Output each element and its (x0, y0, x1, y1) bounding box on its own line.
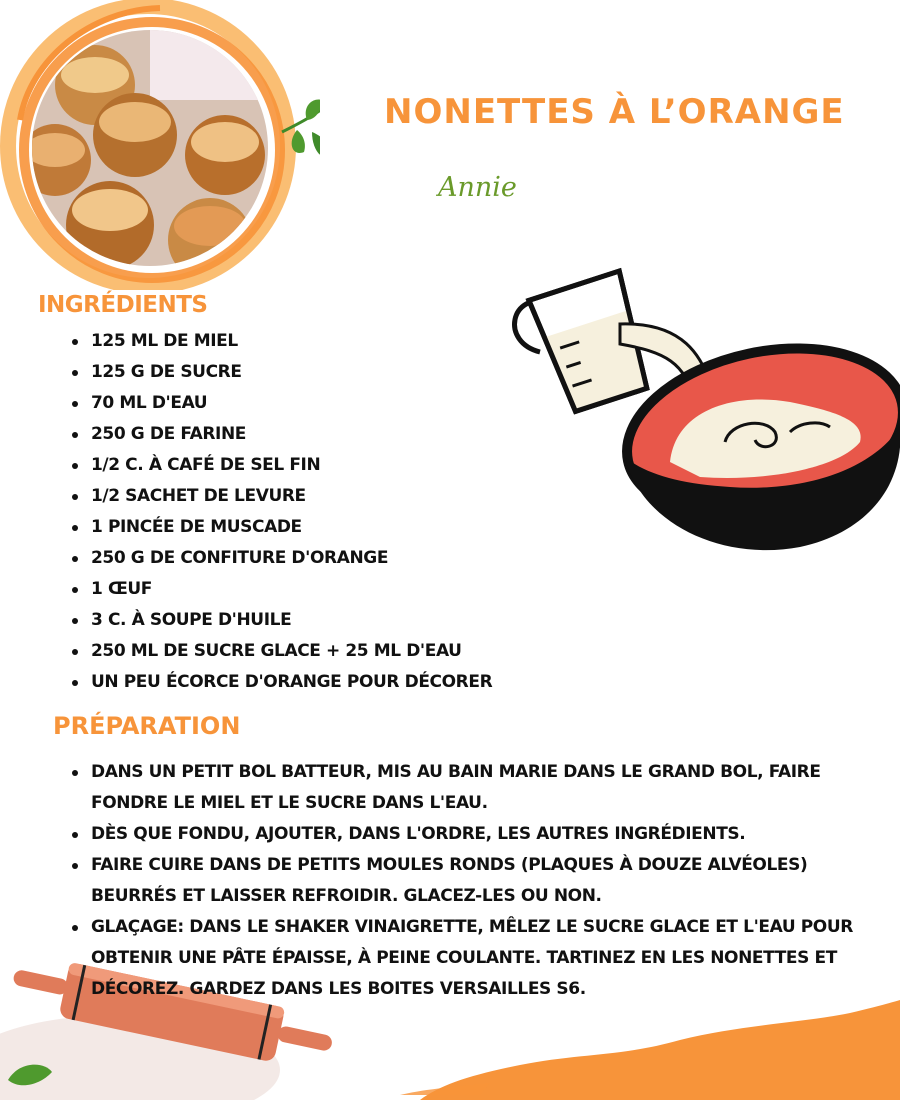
list-item: GLAÇAGE: DANS LE SHAKER VINAIGRETTE, MÊLEZ LE SUCRE GLACE ET L'EAU POUR OBTENIR UNE PÂTE ÉPAISSE, À PEINE COULANTE. TARTINEZ EN LES NONETTES ET DÉCOREZ. GARDEZ DANS LES BOITES VERSAILLES S6. (70, 912, 895, 1005)
list-item: 250 G DE FARINE (70, 419, 510, 450)
preparation-steps (70, 757, 895, 1005)
preparation-heading: PRÉPARATION (53, 712, 241, 740)
list-item: 70 ML D'EAU (70, 388, 510, 419)
list-item: 125 ML DE MIEL (70, 326, 510, 357)
recipe-author: Annie (438, 172, 517, 203)
list-item: 1 ŒUF (70, 574, 510, 605)
list-item: 3 C. À SOUPE D'HUILE (70, 605, 510, 636)
list-item: 250 ML DE SUCRE GLACE + 25 ML D'EAU (70, 636, 510, 667)
nonettes-photo (0, 0, 320, 290)
mixing-bowl-illustration (500, 262, 900, 562)
list-item: UN PEU ÉCORCE D'ORANGE POUR DÉCORER (70, 667, 510, 698)
list-item: FAIRE CUIRE DANS DE PETITS MOULES RONDS (PLAQUES À DOUZE ALVÉOLES) BEURRÉS ET LAISSER REFROIDIR. GLACEZ-LES OU NON. (70, 850, 895, 912)
list-item: DANS UN PETIT BOL BATTEUR, MIS AU BAIN MARIE DANS LE GRAND BOL, FAIRE FONDRE LE MIEL ET LE SUCRE DANS L'EAU. (70, 757, 895, 819)
list-item: 250 G DE CONFITURE D'ORANGE (70, 543, 510, 574)
list-item: 1/2 SACHET DE LEVURE (70, 481, 510, 512)
orange-paint-stroke (380, 995, 900, 1100)
recipe-title: NONETTES À L’ORANGE (384, 92, 845, 132)
list-item: 125 G DE SUCRE (70, 357, 510, 388)
list-item: DÈS QUE FONDU, AJOUTER, DANS L'ORDRE, LES AUTRES INGRÉDIENTS. (70, 819, 895, 850)
list-item: 1 PINCÉE DE MUSCADE (70, 512, 510, 543)
ingredients-heading: INGRÉDIENTS (38, 292, 208, 318)
ingredients-list (70, 326, 510, 698)
list-item: 1/2 C. À CAFÉ DE SEL FIN (70, 450, 510, 481)
